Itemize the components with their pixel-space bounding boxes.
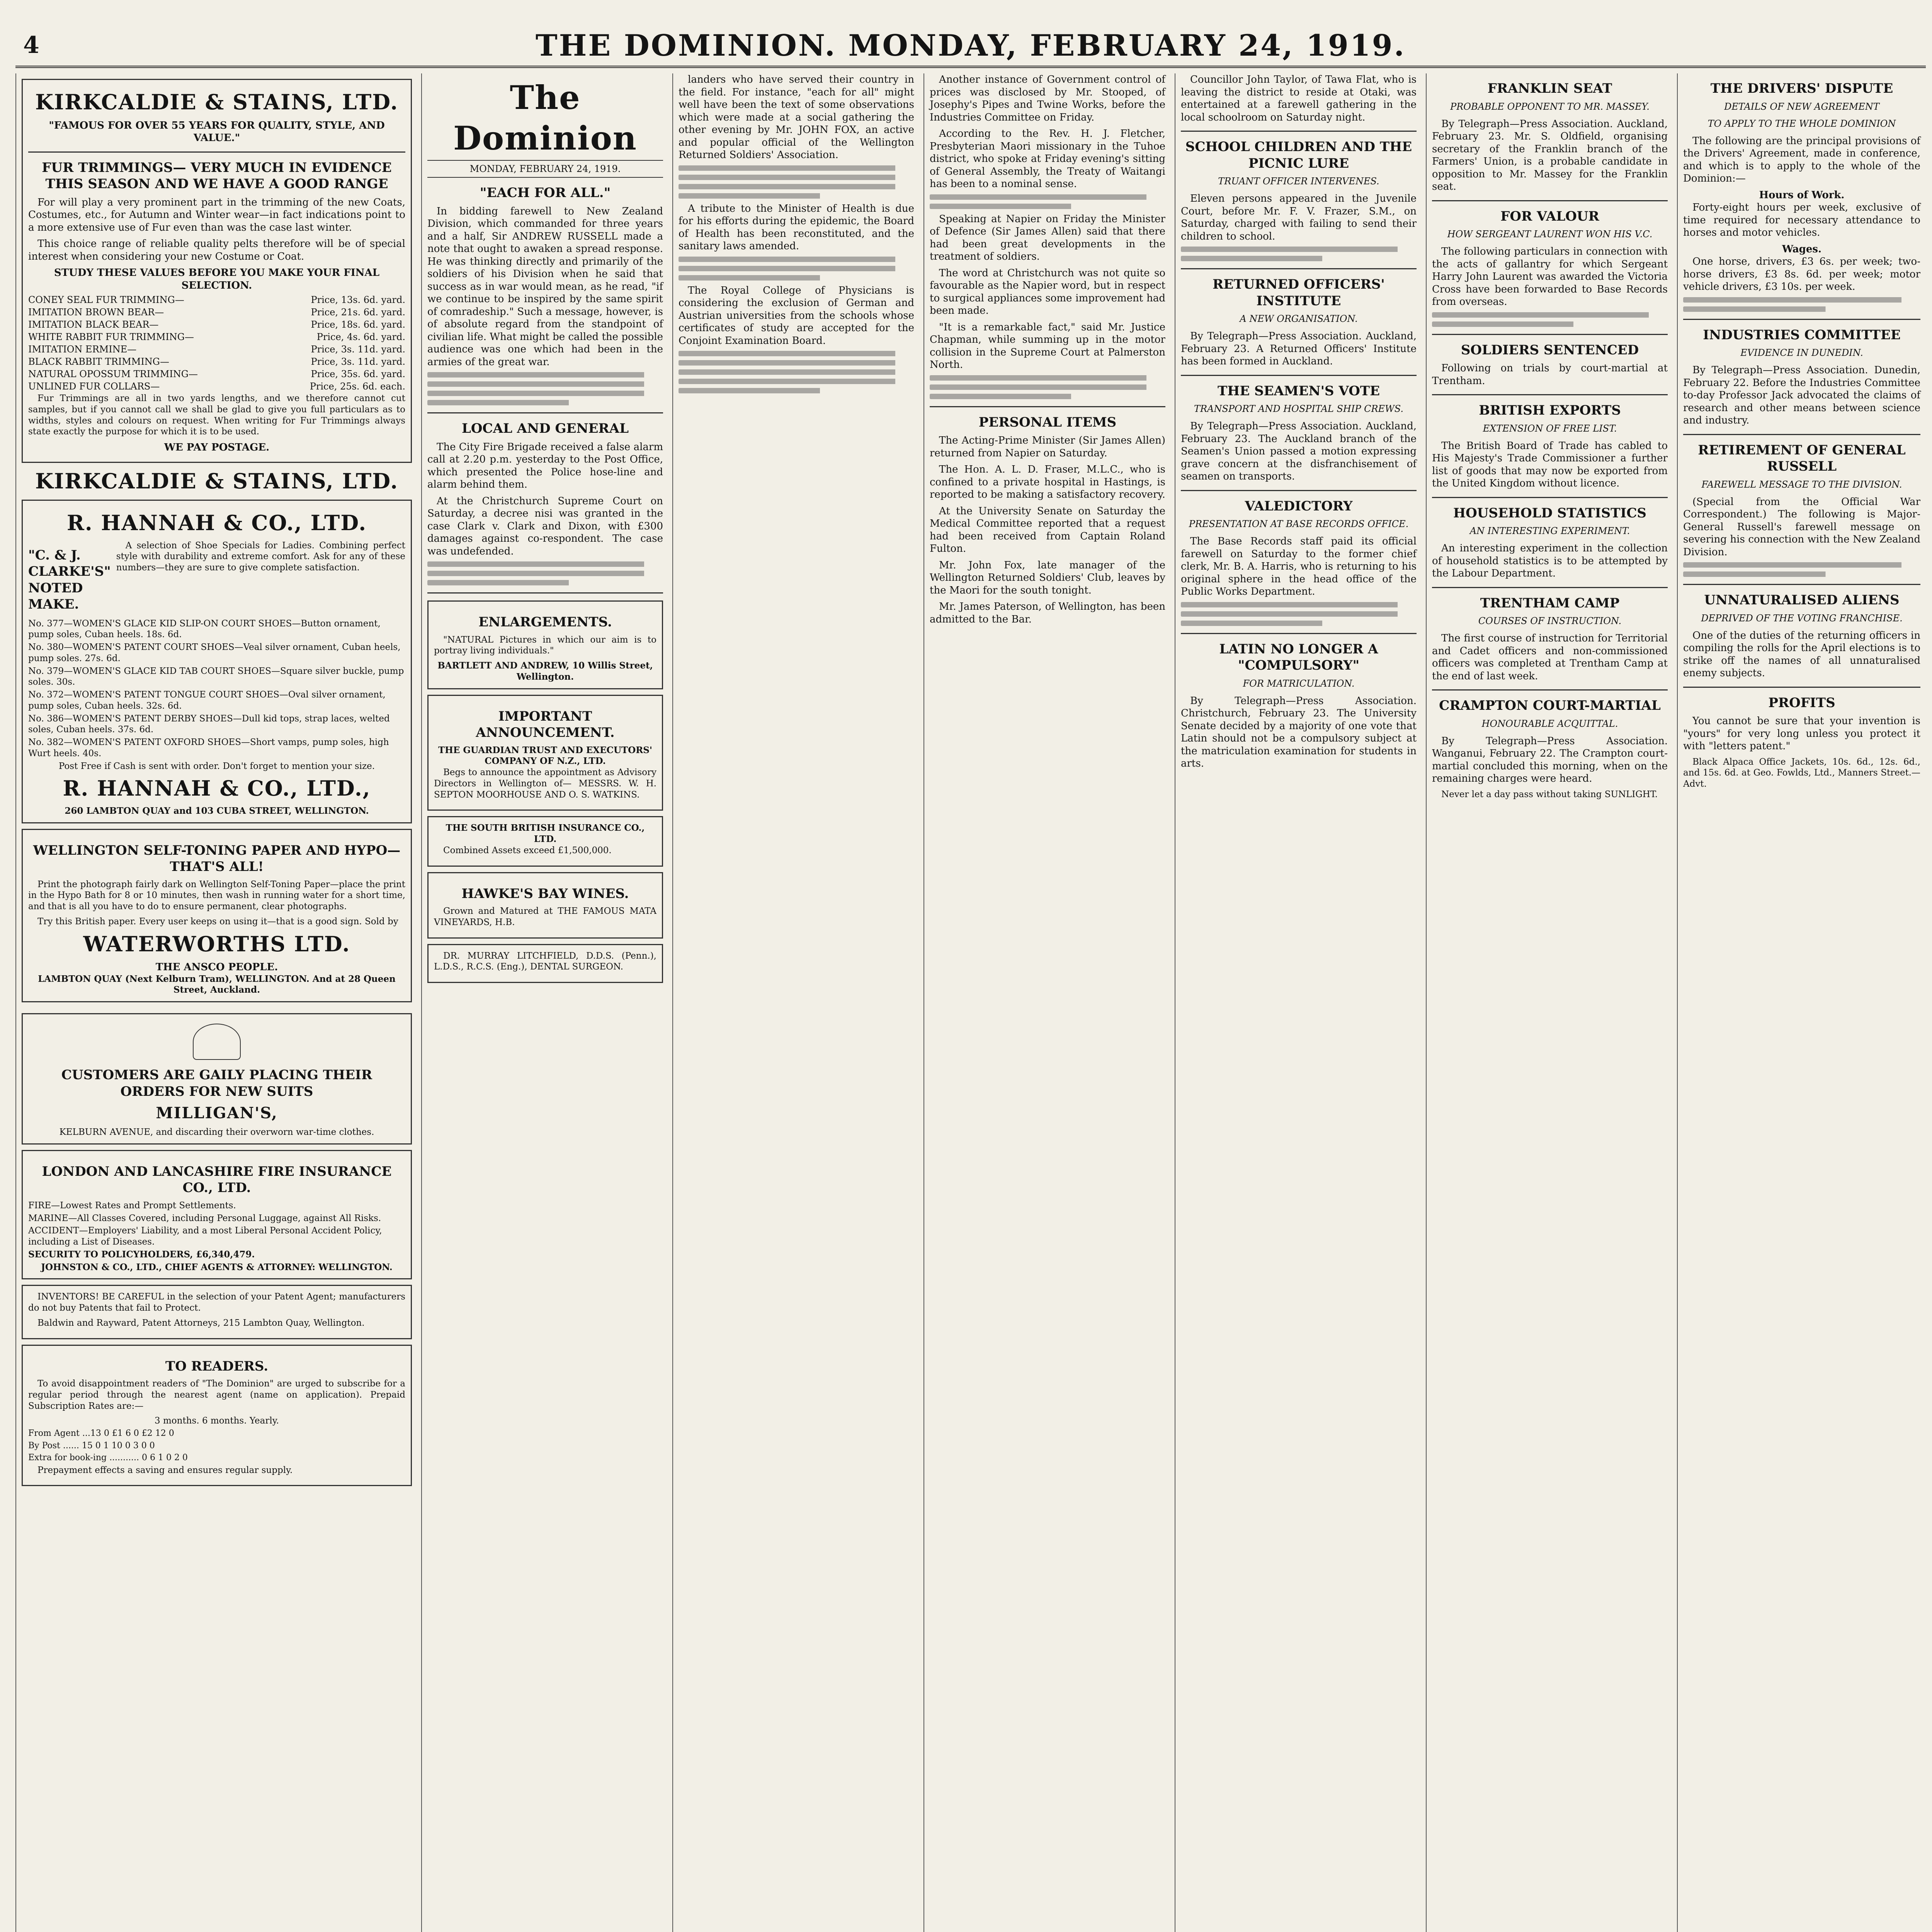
article-subhead: TO APPLY TO THE WHOLE DOMINION xyxy=(1708,118,1896,129)
article-subhead: PRESENTATION AT BASE RECORDS OFFICE. xyxy=(1189,519,1409,529)
readers-row: Extra for book-ing ........... 0 6 1 0 2 0 xyxy=(28,1453,188,1463)
divider xyxy=(1683,584,1920,585)
ad-firm: MILLIGAN'S, xyxy=(156,1104,278,1122)
ad-intro: For will play a very prominent part in the trimming of the new Coats, Costumes, etc., for Autumn and Winter wear—in fact indications point to a more extensive use of Fur even than was the case last winter. xyxy=(28,196,405,233)
divider xyxy=(1432,689,1668,690)
item-name: BLACK RABBIT TRIMMING— xyxy=(28,356,169,367)
news-paragraph: The Royal College of Physicians is considering the exclusion of German and Austrian universities from the schools whose certificates of study are accepted for the Conjoint Examination Board. xyxy=(679,284,914,347)
text-line xyxy=(1181,247,1417,252)
article-subhead: COURSES OF INSTRUCTION. xyxy=(1478,616,1622,626)
article-headline: CRAMPTON COURT-MARTIAL xyxy=(1439,698,1661,713)
divider xyxy=(1432,200,1668,201)
personal-item: Mr. John Fox, late manager of the Wellington Returned Soldiers' Club, leaves by the Maori for the south tonight. xyxy=(930,559,1165,596)
article-headline: SOLDIERS SENTENCED xyxy=(1461,342,1639,358)
ad-title: ENLARGEMENTS. xyxy=(478,614,612,630)
readers-title: TO READERS. xyxy=(165,1358,269,1374)
article-headline: BRITISH EXPORTS xyxy=(1479,403,1621,418)
local-item: The City Fire Brigade received a false alarm call at 2.20 p.m. yesterday to the Post Office, which presented the Police hose-line and alarm behind them. xyxy=(427,441,663,490)
divider xyxy=(1432,394,1668,395)
readers-header: 3 months. 6 months. Yearly. xyxy=(155,1416,279,1426)
text-line xyxy=(930,384,1165,390)
article-headline: LATIN NO LONGER A "COMPULSORY" xyxy=(1219,641,1378,673)
ad-enlargements xyxy=(427,600,663,689)
crest-icon xyxy=(193,1024,241,1060)
paper-date: MONDAY, FEBRUARY 24, 1919. xyxy=(427,160,663,178)
ad-slogan: "C. & J. CLARKE'S" NOTED MAKE. xyxy=(28,547,111,612)
ad-title: LONDON AND LANCASHIRE FIRE INSURANCE CO., LTD. xyxy=(42,1163,392,1196)
section-label: Wages. xyxy=(1782,243,1822,255)
item-name: WHITE RABBIT FUR TRIMMING— xyxy=(28,332,194,342)
news-paragraph: The word at Christchurch was not quite so favourable as the Napier word, but in respect to surgical appliances some improvement had been made. xyxy=(930,267,1165,316)
price-row xyxy=(28,356,405,367)
ad-postage: WE PAY POSTAGE. xyxy=(164,442,270,453)
shoe-item: No. 379—WOMEN'S GLACE KID TAB COURT SHOES—Square silver buckle, pump soles. 30s. xyxy=(28,666,404,687)
text-line xyxy=(1181,602,1417,607)
personal-item: Mr. James Paterson, of Wellington, has been admitted to the Bar. xyxy=(930,601,1165,625)
price-row xyxy=(28,319,405,330)
ad-address: KELBURN AVENUE, and discarding their overworn war-time clothes. xyxy=(59,1127,374,1137)
divider xyxy=(1181,375,1417,376)
page-number: 4 xyxy=(23,32,39,59)
ad-note: This choice range of reliable quality pelts therefore will be of special interest when considering your new Costume or Coat. xyxy=(28,238,405,262)
text-line xyxy=(679,379,914,384)
price-row xyxy=(28,331,405,343)
item-name: NATURAL OPOSSUM TRIMMING— xyxy=(28,369,198,379)
text-line xyxy=(930,375,1165,381)
article-body: The Base Records staff paid its official farewell on Saturday to the former chief clerk, Mr. B. A. Harris, who is returning to his original sphere in the head office of the Public Works Department. xyxy=(1181,536,1417,597)
article-subhead: PROBABLE OPPONENT TO MR. MASSEY. xyxy=(1450,101,1650,112)
ad-title: HAWKE'S BAY WINES. xyxy=(461,886,629,901)
ad-closing: Fur Trimmings are all in two yards lengths, and we therefore cannot cut samples, but if you cannot call we shall be glad to give you full particulars as to widths, styles and colours on request. When writing for Fur Trimmings always state exactly the purpose for which it is to be used. xyxy=(28,393,405,437)
item-price: Price, 25s. 6d. each. xyxy=(310,381,405,392)
article-body: The following are the principal provisions of the Drivers' Agreement, made in conference, and which is to apply to the whole of the Dominion:— xyxy=(1683,135,1920,184)
article-headline: RETIREMENT OF GENERAL RUSSELL xyxy=(1698,442,1906,474)
item-name: IMITATION BROWN BEAR— xyxy=(28,307,164,318)
price-row xyxy=(28,294,405,306)
column-news-3 xyxy=(672,73,920,1932)
running-head: THE DOMINION. MONDAY, FEBRUARY 24, 1919. xyxy=(536,28,1406,63)
article-body: One of the duties of the returning officers in compiling the rolls for the April elections is to strike off the names of all unnaturalised enemy subjects. xyxy=(1683,629,1920,679)
article-body: By Telegraph—Press Association. Auckland, February 23. The Auckland branch of the Seamen's Union passed a motion expressing grave concern at the disfranchisement of seamen on transports. xyxy=(1181,420,1417,482)
article-subhead: FOR MATRICULATION. xyxy=(1243,678,1355,689)
article-body: An interesting experiment in the collection of household statistics is to be attempted by the Labour Department. xyxy=(1432,543,1668,579)
column-news-5 xyxy=(1175,73,1422,1932)
item-price: Price, 18s. 6d. yard. xyxy=(311,319,405,330)
editorial-body: In bidding farewell to New Zealand Division, which commanded for three years and a half, Sir ANDREW RUSSELL made a note that ought to awaken a spread response. He was thinking directly and primarily of the soldiers of his Division when he said that success as in war would mean, as he read, "if we continue to be inspired by the same spirit of comradeship." Such a message, however, is of absolute regard from the standpoint of civilian life. What might be called the possible audience was one which had been in the armies of the great war. xyxy=(427,205,663,368)
ad-tagline: "FAMOUS FOR OVER 55 YEARS FOR QUALITY, STYLE, AND VALUE." xyxy=(49,119,385,144)
ad-body: Begs to announce the appointment as Advisory Directors in Wellington of— MESSRS. W. H. SEPTON MOORHOUSE AND O. S. WATKINS. xyxy=(434,767,656,800)
paper-nameplate: The Dominion xyxy=(453,78,637,157)
article-headline: FOR VALOUR xyxy=(1500,208,1599,224)
ad-title: CUSTOMERS ARE GAILY PLACING THEIR ORDERS FOR NEW SUITS xyxy=(61,1067,372,1099)
news-paragraph: Another instance of Government control of prices was disclosed by Mr. Stooped, of Josephy's Pipes and Twine Works, before the Industries Committee on Friday. xyxy=(930,74,1165,123)
text-line xyxy=(930,394,1165,399)
news-paragraph: Councillor John Taylor, of Tawa Flat, who is leaving the district to reside at Otaki, was entertained at a farewell gathering in the local schoolroom on Saturday night. xyxy=(1181,74,1417,123)
editorial-title: "EACH FOR ALL." xyxy=(480,185,611,201)
article-body: By Telegraph—Press Association. Auckland, February 23. Mr. S. Oldfield, organising secretary of the Franklin branch of the Farmers' Union, is a probable candidate in opposition to Mr. Massey for the Franklin seat. xyxy=(1432,118,1668,192)
local-item: At the Christchurch Supreme Court on Saturday, a decree nisi was granted in the case Clark v. Clark and Dixon, with £300 damages against co-respondent. The case was undefended. xyxy=(427,495,663,557)
readers-body: To avoid disappointment readers of "The Dominion" are urged to subscribe for a regular period through the nearest agent (name on application). Prepaid Subscription Rates are:— xyxy=(28,1379,405,1411)
article-headline: RETURNED OFFICERS' INSTITUTE xyxy=(1213,277,1385,309)
personal-items-title: PERSONAL ITEMS xyxy=(978,414,1117,430)
news-paragraph: A tribute to the Minister of Health is due for his efforts during the epidemic, the Board of Health has been reconstituted, and the sanitary laws amended. xyxy=(679,202,914,252)
ad-firm: Baldwin and Rayward, Patent Attorneys, 215 Lambton Quay, Wellington. xyxy=(37,1318,365,1328)
ad-kirkcaldie-furs xyxy=(22,79,412,463)
text-line xyxy=(427,571,663,576)
article-body: By Telegraph—Press Association. Dunedin, February 22. Before the Industries Committee to-day Professor Jack advocated the claims of research and other means between science and industry. xyxy=(1683,364,1920,426)
ad-firm: THE SOUTH BRITISH INSURANCE CO., LTD. xyxy=(446,823,645,844)
news-paragraph: According to the Rev. H. J. Fletcher, Presbyterian Maori missionary in the Tuhoe district, who spoke at Friday evening's sitting of General Assembly, the Treaty of Waitangi has been to a nominal sense. xyxy=(930,128,1165,190)
divider xyxy=(1181,633,1417,634)
ad-study: STUDY THESE VALUES BEFORE YOU MAKE YOUR FINAL SELECTION. xyxy=(54,267,379,291)
divider xyxy=(1683,319,1920,320)
text-line xyxy=(679,369,914,375)
ad-post-free: Post Free if Cash is sent with order. Don't forget to mention your size. xyxy=(58,761,375,771)
ad-hawkes-bay-wines xyxy=(427,872,663,939)
item-price: Price, 3s. 11d. yard. xyxy=(311,344,405,355)
article-subhead: EVIDENCE IN DUNEDIN. xyxy=(1740,347,1863,358)
text-line xyxy=(1683,562,1920,568)
article-subhead: DEPRIVED OF THE VOTING FRANCHISE. xyxy=(1701,612,1903,624)
text-line xyxy=(1683,571,1920,577)
readers-row: By Post ...... 15 0 1 10 0 3 0 0 xyxy=(28,1440,155,1451)
section-label: Hours of Work. xyxy=(1759,189,1845,201)
text-line xyxy=(1683,306,1920,312)
ad-blurb: A selection of Shoe Specials for Ladies. Combining perfect style with durability and extreme comfort. Ask for any of these numbers—they are sure to give complete satisfaction. xyxy=(116,540,405,573)
text-line xyxy=(679,266,914,271)
personal-item: The Acting-Prime Minister (Sir James Allen) returned from Napier on Saturday. xyxy=(930,435,1165,459)
ad-kirkcaldie-footer: KIRKCALDIE & STAINS, LTD. xyxy=(35,468,398,493)
divider xyxy=(1181,131,1417,132)
readers-notice xyxy=(22,1345,412,1486)
ad-milligans xyxy=(22,1013,412,1145)
masthead xyxy=(15,23,1926,68)
ad-title: KIRKCALDIE & STAINS, LTD. xyxy=(35,90,398,114)
text-line xyxy=(679,193,914,199)
shoe-item: No. 382—WOMEN'S PATENT OXFORD SHOES—Short vamps, pump soles, high Wurt heels. 40s. xyxy=(28,737,389,759)
ad-line: FIRE—Lowest Rates and Prompt Settlements. xyxy=(28,1200,236,1211)
ad-guardian-trust xyxy=(427,695,663,811)
article-subhead: AN INTERESTING EXPERIMENT. xyxy=(1469,526,1630,536)
article-subhead: TRANSPORT AND HOSPITAL SHIP CREWS. xyxy=(1194,403,1403,414)
price-row xyxy=(28,381,405,392)
ad-hannah-shoes xyxy=(22,500,412,823)
article-body: One horse, drivers, £3 6s. per week; two-horse drivers, £3 8s. 6d. per week; motor vehicle drivers, £3 10s. per week. xyxy=(1683,256,1920,293)
article-body: Forty-eight hours per week, exclusive of time required for necessary attendance to horses and motor vehicles. xyxy=(1683,202,1920,238)
price-row xyxy=(28,368,405,380)
ad-seller-sub: THE ANSCO PEOPLE. xyxy=(155,961,278,973)
shoe-item: No. 372—WOMEN'S PATENT TONGUE COURT SHOES—Oval silver ornament, pump soles, Cuban heels. 32s. 6d. xyxy=(28,690,386,711)
item-name: CONEY SEAL FUR TRIMMING— xyxy=(28,294,184,305)
article-headline: TRENTHAM CAMP xyxy=(1480,595,1620,611)
article-headline: PROFITS xyxy=(1768,695,1835,711)
ad-body: Combined Assets exceed £1,500,000. xyxy=(443,845,612,855)
column-ads-left xyxy=(15,73,417,1932)
article-body: By Telegraph—Press Association. Auckland, February 23. A Returned Officers' Institute has been formed in Auckland. xyxy=(1181,330,1417,367)
text-line xyxy=(679,175,914,180)
text-line xyxy=(930,194,1165,200)
article-subhead: HOW SERGEANT LAURENT WON HIS V.C. xyxy=(1447,229,1653,240)
article-subhead: FAREWELL MESSAGE TO THE DIVISION. xyxy=(1701,479,1902,490)
ad-line: Black Alpaca Office Jackets, 10s. 6d., 12s. 6d., and 15s. 6d. at Geo. Fowlds, Ltd., Manners Street.—Advt. xyxy=(1683,757,1920,789)
article-body: Following on trials by court-martial at Trentham. xyxy=(1432,362,1668,387)
ad-address: 260 LAMBTON QUAY and 103 CUBA STREET, WELLINGTON. xyxy=(65,805,369,816)
ad-address: LAMBTON QUAY (Next Kelburn Tram), WELLINGTON. And at 28 Queen Street, Auckland. xyxy=(38,973,396,995)
ad-heading: FUR TRIMMINGS— VERY MUCH IN EVIDENCE THIS SEASON AND WE HAVE A GOOD RANGE xyxy=(42,160,392,192)
article-subhead: A NEW ORGANISATION. xyxy=(1240,313,1358,324)
text-line xyxy=(1181,611,1417,617)
article-headline: HOUSEHOLD STATISTICS xyxy=(1453,505,1646,521)
divider xyxy=(1683,434,1920,435)
ad-body: Grown and Matured at THE FAMOUS MATA VINEYARDS, H.B. xyxy=(434,906,656,927)
item-price: Price, 3s. 11d. yard. xyxy=(311,356,405,367)
article-body: Eleven persons appeared in the Juvenile Court, before Mr. F. V. Frazer, S.M., on Saturday, charged with failing to send their children to school. xyxy=(1181,193,1417,242)
divider xyxy=(1432,334,1668,335)
ad-title: R. HANNAH & CO., LTD. xyxy=(66,510,367,535)
ad-tagline: Try this British paper. Every user keeps on using it—that is a good sign. Sold by xyxy=(37,916,398,927)
text-line xyxy=(427,381,663,387)
article-body: By Telegraph—Press Association. Christchurch, February 23. The University Senate decided by a majority of one vote that Latin should not be a compulsory subject at the matriculation examination for students in arts. xyxy=(1181,695,1417,769)
ad-london-lancashire xyxy=(22,1150,412,1280)
article-headline: INDUSTRIES COMMITTEE xyxy=(1703,327,1901,343)
divider xyxy=(1181,490,1417,491)
item-name: UNLINED FUR COLLARS— xyxy=(28,381,160,392)
article-body: By Telegraph—Press Association. Wanganui, February 22. The Crampton court-martial concluded this morning, when on the remaining charges were heard. xyxy=(1432,735,1668,784)
ad-line: Never let a day pass without taking SUNLIGHT. xyxy=(1441,789,1658,799)
text-line xyxy=(1432,312,1668,318)
text-line xyxy=(427,372,663,378)
article-headline: FRANKLIN SEAT xyxy=(1487,81,1612,96)
ad-line: SECURITY TO POLICYHOLDERS, £6,340,479. xyxy=(28,1249,255,1260)
ad-title-2: R. HANNAH & CO., LTD., xyxy=(63,776,371,801)
divider xyxy=(427,412,663,413)
column-news-7 xyxy=(1677,73,1926,1932)
ad-agents: JOHNSTON & CO., LTD., CHIEF AGENTS & ATTORNEY: WELLINGTON. xyxy=(41,1262,393,1272)
text-line xyxy=(679,351,914,356)
text-line xyxy=(679,165,914,171)
personal-item: The Hon. A. L. D. Fraser, M.L.C., who is confined to a private hospital in Hastings, is reported to be making a satisfactory recovery. xyxy=(930,464,1165,500)
column-editorial xyxy=(421,73,668,1932)
ad-dentist xyxy=(427,944,663,983)
article-subhead: DETAILS OF NEW AGREEMENT xyxy=(1724,101,1879,112)
shoe-item: No. 380—WOMEN'S PATENT COURT SHOES—Veal silver ornament, Cuban heels, pump soles. 27s. 6d. xyxy=(28,642,401,663)
text-line xyxy=(427,561,663,567)
article-body: The first course of instruction for Territorial and Cadet officers and non-commissioned officers was completed at Trentham Camp at the end of last week. xyxy=(1432,633,1668,682)
ad-waterworths xyxy=(22,829,412,1003)
divider xyxy=(1683,687,1920,688)
divider xyxy=(930,406,1165,407)
article-body: The following particulars in connection with the acts of gallantry for which Sergeant Harry John Laurent was awarded the Victoria Cross have been forwarded to Base Records from overseas. xyxy=(1432,246,1668,308)
item-name: IMITATION ERMINE— xyxy=(28,344,137,355)
news-paragraph: landers who have served their country in the field. For instance, "each for all" might well have been the text of some observations which were made at a social gathering the other evening by Mr. JOHN FOX, an active and popular official of the Wellington Returned Soldiers' Association. xyxy=(679,74,914,161)
ad-line: MARINE—All Classes Covered, including Personal Luggage, against All Risks. xyxy=(28,1213,381,1223)
ad-body: Print the photograph fairly dark on Wellington Self-Toning Paper—place the print in the Hypo Bath for 8 or 10 minutes, then wash in running water for a short time, and that is all you have to do to ensure permanent, clear photographs. xyxy=(28,879,405,912)
text-line xyxy=(1181,621,1417,626)
ad-seller: WATERWORTHS LTD. xyxy=(83,931,350,956)
readers-row: From Agent ...13 0 £1 6 0 £2 12 0 xyxy=(28,1429,174,1438)
text-line xyxy=(427,400,663,405)
article-subhead: HONOURABLE ACQUITTAL. xyxy=(1481,718,1618,729)
divider xyxy=(427,592,663,594)
text-line xyxy=(427,580,663,585)
column-news-4 xyxy=(923,73,1171,1932)
ad-line: ACCIDENT—Employers' Liability, and a most Liberal Personal Accident Policy, including a List of Diseases. xyxy=(28,1226,382,1247)
text-line xyxy=(679,360,914,366)
price-row xyxy=(28,306,405,318)
ad-body: DR. MURRAY LITCHFIELD, D.D.S. (Penn.), L.D.S., R.C.S. (Eng.), DENTAL SURGEON. xyxy=(434,951,656,972)
news-paragraph: Speaking at Napier on Friday the Minister of Defence (Sir James Allen) said that there had been great developments in the treatment of soldiers. xyxy=(930,213,1165,262)
shoe-item: No. 377—WOMEN'S GLACE KID SLIP-ON COURT SHOES—Button ornament, pump soles, Cuban heels. 18s. 6d. xyxy=(28,618,381,640)
ad-south-british xyxy=(427,816,663,866)
divider xyxy=(1432,587,1668,588)
text-line xyxy=(1181,256,1417,261)
item-price: Price, 35s. 6d. yard. xyxy=(311,369,405,379)
item-price: Price, 4s. 6d. yard. xyxy=(316,332,405,342)
text-line xyxy=(679,184,914,189)
text-line xyxy=(1432,321,1668,327)
text-line xyxy=(679,388,914,393)
divider xyxy=(1432,497,1668,498)
column-news-6 xyxy=(1426,73,1673,1932)
text-line xyxy=(427,391,663,396)
item-name: IMITATION BLACK BEAR— xyxy=(28,319,159,330)
ad-inventors xyxy=(22,1285,412,1339)
text-line xyxy=(1683,297,1920,303)
article-headline: THE SEAMEN'S VOTE xyxy=(1217,383,1380,399)
ad-body: "NATURAL Pictures in which our aim is to portray living individuals." xyxy=(434,634,656,656)
ad-title: IMPORTANT ANNOUNCEMENT. xyxy=(476,708,615,740)
ad-firm: THE GUARDIAN TRUST AND EXECUTORS' COMPANY OF N.Z., LTD. xyxy=(438,745,652,767)
shoe-item: No. 386—WOMEN'S PATENT DERBY SHOES—Dull kid tops, strap laces, welted soles, Cuban heels. 37s. 6d. xyxy=(28,713,390,735)
ad-title: INVENTORS! BE CAREFUL in the selection of your Patent Agent; manufacturers do not buy Patents that fail to Protect. xyxy=(28,1292,405,1313)
divider xyxy=(28,151,405,153)
article-headline: THE DRIVERS' DISPUTE xyxy=(1710,81,1893,96)
article-subhead: EXTENSION OF FREE LIST. xyxy=(1483,423,1617,434)
price-row xyxy=(28,344,405,355)
readers-note: Prepayment effects a saving and ensures regular supply. xyxy=(37,1465,293,1475)
item-price: Price, 13s. 6d. yard. xyxy=(311,294,405,305)
article-headline: UNNATURALISED ALIENS xyxy=(1704,592,1900,608)
local-general-title: LOCAL AND GENERAL xyxy=(462,421,629,436)
text-line xyxy=(679,257,914,262)
text-line xyxy=(930,204,1165,209)
article-headline: VALEDICTORY xyxy=(1245,498,1353,514)
ad-title: WELLINGTON SELF-TONING PAPER AND HYPO—THAT'S ALL! xyxy=(33,842,401,874)
text-line xyxy=(679,275,914,281)
article-headline: SCHOOL CHILDREN AND THE PICNIC LURE xyxy=(1185,139,1412,171)
article-body: You cannot be sure that your invention is "yours" for very long unless you protect it with "letters patent." xyxy=(1683,715,1920,752)
personal-item: At the University Senate on Saturday the Medical Committee reported that a request had been received from Captain Roland Fulton. xyxy=(930,505,1165,554)
article-subhead: TRUANT OFFICER INTERVENES. xyxy=(1218,176,1379,187)
news-paragraph: "It is a remarkable fact," said Mr. Justice Chapman, while summing up in the motor collision in the Supreme Court at Palmerston North. xyxy=(930,321,1165,371)
article-body: (Special from the Official War Correspondent.) The following is Major-General Russell's farewell message on severing his connection with the New Zealand Division. xyxy=(1683,496,1920,558)
divider xyxy=(1181,268,1417,269)
article-body: The British Board of Trade has cabled to His Majesty's Trade Commissioner a further list of goods that may now be exported from the United Kingdom without licence. xyxy=(1432,440,1668,489)
item-price: Price, 21s. 6d. yard. xyxy=(311,307,405,318)
ad-firm: BARTLETT AND ANDREW, 10 Willis Street, Wellington. xyxy=(437,660,653,682)
